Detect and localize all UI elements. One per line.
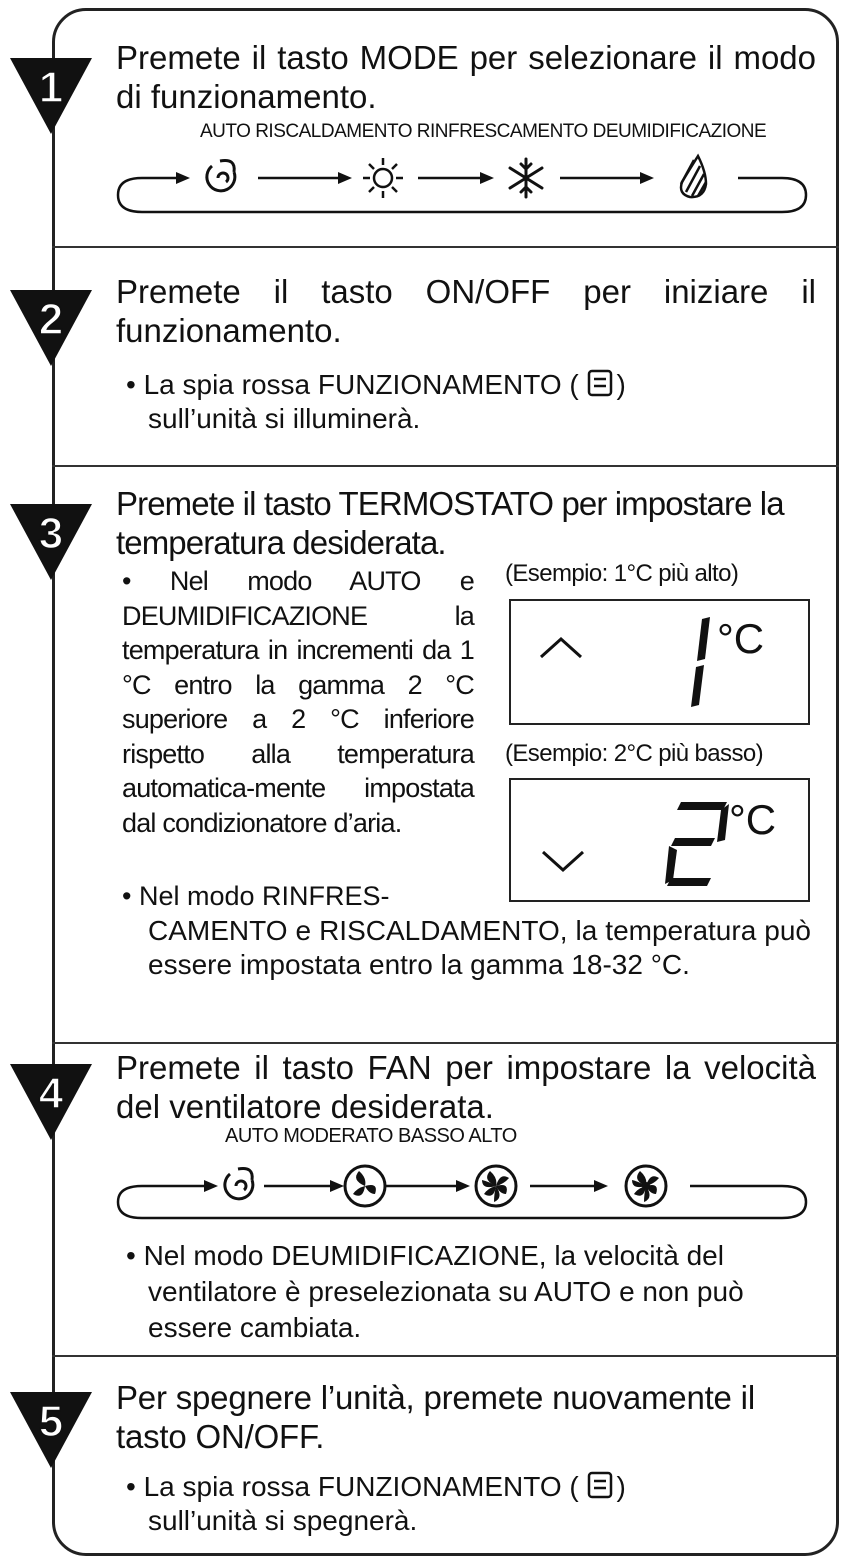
step-2-heading: Premete il tasto ON/OFF per iniziare il funzionamento. (116, 273, 816, 349)
operation-lamp-icon (586, 369, 616, 397)
step-number: 5 (38, 1397, 64, 1446)
example-up-label: (Esempio: 1°C più alto) (505, 560, 739, 587)
lcd-unit: °C (717, 615, 765, 662)
fan-icon (626, 1166, 666, 1206)
lcd-display-up (509, 599, 810, 725)
fan-icon (345, 1166, 385, 1206)
drop-icon (681, 156, 706, 197)
bullet-text: • La spia rossa FUNZIONAMENTO ( (126, 1471, 579, 1502)
step-3-bullet-cool-heat-line1: • Nel modo RINFRES- (122, 881, 390, 911)
step-5-bullet (126, 1470, 806, 1503)
step-number: 4 (38, 1069, 64, 1118)
step-marker-2 (8, 276, 94, 368)
chevron-up-icon (541, 639, 581, 657)
auto-icon (207, 160, 235, 190)
step-number: 1 (38, 63, 64, 112)
step-marker-4 (8, 1050, 94, 1142)
step-1-heading: Premete il tasto MODE per selezionare il modo di funzionamento. (116, 39, 816, 115)
step-3-bullet-auto-dry: • Nel modo AUTO e DEUMIDIFICAZIONE la temperatura in incrementi da 1 °C entro la gamma 2 °C superiore a 2 °C inferiore rispetto alla temperatura automatica-mente impostata dal condizionatore d’aria. (122, 566, 474, 838)
lcd-digit-2 (665, 802, 729, 886)
bullet-close-paren: ) (616, 369, 626, 400)
step-4-bullet: • Nel modo DEUMIDIFICAZIONE, la velocità del ventilatore è preselezionata su AUTO e non può essere cambiata. (126, 1240, 744, 1343)
section-divider (52, 1042, 839, 1044)
fan-cycle-diagram (112, 1150, 812, 1226)
section-divider (52, 1355, 839, 1357)
step-3-bullet-cool-heat: CAMENTO e RISCALDAMENTO, la temperatura può essere impostata entro la gamma 18-32 °C. (148, 915, 811, 980)
step-2-bullet (126, 368, 806, 401)
fan-icon (476, 1166, 516, 1206)
sun-icon (363, 158, 403, 198)
step-4-heading: Premete il tasto FAN per impostare la velocità del ventilatore desiderata. (116, 1049, 816, 1125)
section-divider (52, 465, 839, 467)
snowflake-icon (510, 159, 542, 197)
step-5-heading: Per spegnere l’unità, premete nuovamente il tasto ON/OFF. (116, 1379, 755, 1455)
step-number: 3 (38, 509, 64, 558)
step-5-bullet-line2: sull’unità si spegnerà. (148, 1505, 418, 1536)
example-down-label: (Esempio: 2°C più basso) (505, 740, 763, 767)
chevron-down-icon (543, 852, 583, 870)
lcd-display-down (509, 778, 810, 902)
mode-labels: AUTO RISCALDAMENTO RINFRESCAMENTO DEUMIDIFICAZIONE (200, 121, 767, 142)
step-number: 2 (38, 295, 64, 344)
bullet-close-paren: ) (616, 1471, 626, 1502)
section-divider (52, 246, 839, 248)
step-3-heading: Premete il tasto TERMOSTATO per impostare la temperatura desiderata. (116, 485, 784, 561)
operation-lamp-icon (586, 1471, 616, 1499)
step-marker-1 (8, 44, 94, 136)
step-2-bullet-line2: sull’unità si illuminerà. (148, 403, 421, 434)
mode-cycle-diagram (112, 148, 812, 220)
fan-labels: AUTO MODERATO BASSO ALTO (225, 1125, 517, 1147)
step-marker-5 (8, 1378, 94, 1470)
step-marker-3 (8, 490, 94, 582)
auto-icon (225, 1168, 253, 1198)
lcd-digit-1 (691, 617, 710, 707)
lcd-unit: °C (729, 796, 777, 843)
bullet-text: • La spia rossa FUNZIONAMENTO ( (126, 369, 579, 400)
